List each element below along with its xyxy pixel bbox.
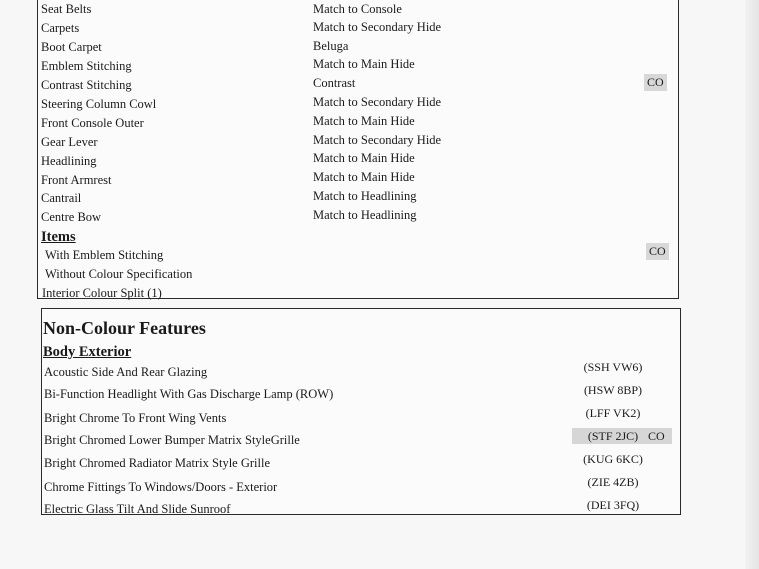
row-value: Match to Main Hide bbox=[313, 114, 415, 128]
row-item-label: Gear Lever bbox=[41, 135, 98, 149]
feature-label: Bright Chromed Radiator Matrix Style Grille bbox=[44, 456, 271, 470]
feature-label: Electric Glass Tilt And Slide Sunroof bbox=[44, 502, 231, 516]
row-item-label: Centre Bow bbox=[41, 210, 102, 224]
row-item-label: Contrast Stitching bbox=[41, 78, 132, 92]
row-value: Match to Console bbox=[313, 2, 402, 16]
feature-label: Bright Chromed Lower Bumper Matrix StyleGrille bbox=[44, 433, 300, 447]
page-edge-shadow bbox=[745, 0, 759, 569]
co-badge: CO bbox=[648, 429, 665, 443]
row-item-label: Cantrail bbox=[41, 191, 82, 205]
items-heading: Items bbox=[41, 229, 76, 245]
feature-code: (LFF VK2) bbox=[585, 406, 641, 420]
row-item-label: Headlining bbox=[41, 154, 97, 168]
list-item: Interior Colour Split (1) bbox=[42, 286, 162, 300]
feature-label: Acoustic Side And Rear Glazing bbox=[44, 365, 208, 379]
row-value: Match to Main Hide bbox=[313, 151, 415, 165]
body-exterior-heading: Body Exterior bbox=[43, 344, 132, 360]
row-item-label: Carpets bbox=[41, 21, 80, 35]
list-item: Without Colour Specification bbox=[45, 267, 193, 281]
co-badge: CO bbox=[646, 243, 669, 260]
row-value: Match to Secondary Hide bbox=[313, 95, 442, 109]
list-item: With Emblem Stitching bbox=[45, 248, 164, 262]
feature-code: (STF 2JC) bbox=[587, 429, 639, 443]
row-value: Match to Main Hide bbox=[313, 170, 415, 184]
colour-specification-table bbox=[37, 0, 679, 299]
row-item-label: Boot Carpet bbox=[41, 40, 102, 54]
row-value: Match to Secondary Hide bbox=[313, 20, 442, 34]
row-item-label: Front Armrest bbox=[41, 173, 112, 187]
feature-code: (DEI 3FQ) bbox=[586, 498, 640, 512]
row-item-label: Emblem Stitching bbox=[41, 59, 132, 73]
feature-code: (ZIE 4ZB) bbox=[587, 475, 639, 489]
row-item-label: Front Console Outer bbox=[41, 116, 144, 130]
feature-label: Chrome Fittings To Windows/Doors - Exterior bbox=[44, 480, 278, 494]
row-value: Match to Main Hide bbox=[313, 57, 415, 71]
row-value: Contrast bbox=[313, 76, 356, 90]
row-value: Match to Headlining bbox=[313, 208, 417, 222]
non-colour-features-table bbox=[41, 308, 681, 515]
feature-label: Bright Chrome To Front Wing Vents bbox=[44, 411, 227, 425]
feature-label: Bi-Function Headlight With Gas Discharge Lamp (ROW) bbox=[44, 387, 334, 401]
row-item-label: Seat Belts bbox=[41, 2, 92, 16]
row-value: Match to Headlining bbox=[313, 189, 417, 203]
row-value: Beluga bbox=[313, 39, 349, 53]
row-item-label: Steering Column Cowl bbox=[41, 97, 157, 111]
section-title: Non-Colour Features bbox=[43, 318, 206, 338]
co-badge: CO bbox=[644, 74, 667, 91]
feature-code: (HSW 8BP) bbox=[583, 383, 643, 397]
row-value: Match to Secondary Hide bbox=[313, 133, 442, 147]
feature-code: (SSH VW6) bbox=[583, 360, 643, 374]
feature-code: (KUG 6KC) bbox=[583, 452, 643, 466]
